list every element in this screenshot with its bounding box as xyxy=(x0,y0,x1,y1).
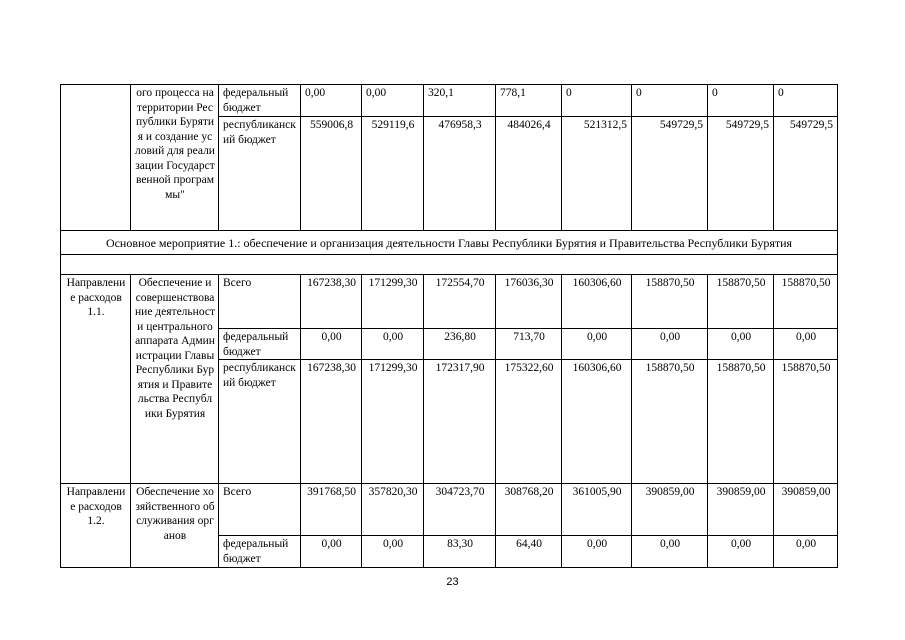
value-cell: 308768,20 xyxy=(496,484,562,536)
value-cell: 390859,00 xyxy=(708,484,774,536)
value-cell: 549729,5 xyxy=(632,117,708,231)
value-cell: 0,00 xyxy=(562,329,632,360)
value-cell: 361005,90 xyxy=(562,484,632,536)
value-cell: 0 xyxy=(562,85,632,117)
value-cell: 529119,6 xyxy=(362,117,424,231)
source-cell: республиканский бюджет xyxy=(219,360,301,484)
section-name-cell: Обеспечение и совершенствование деятельности центрального аппарата Администрации Главы Республики Бурятия и Правительства Республики Бурятия xyxy=(131,275,219,484)
value-cell: 172317,90 xyxy=(424,360,496,484)
budget-table xyxy=(60,84,838,568)
section-code-cell: Направление расходов 1.2. xyxy=(61,484,131,568)
value-cell: 236,80 xyxy=(424,329,496,360)
value-cell: 0,00 xyxy=(362,536,424,568)
value-cell: 0,00 xyxy=(708,329,774,360)
value-cell: 167238,30 xyxy=(301,360,362,484)
value-cell: 521312,5 xyxy=(562,117,632,231)
value-cell: 0,00 xyxy=(362,85,424,117)
value-cell: 0,00 xyxy=(708,536,774,568)
value-cell: 0,00 xyxy=(301,329,362,360)
program-name-cell: ого процесса на территории Республики Бурятия и создание условий для реализации Государственной программы" xyxy=(131,85,219,231)
table-row xyxy=(61,275,838,329)
table-row xyxy=(61,484,838,536)
source-cell: республиканский бюджет xyxy=(219,117,301,231)
program-cell xyxy=(61,85,131,231)
value-cell: 83,30 xyxy=(424,536,496,568)
value-cell: 390859,00 xyxy=(632,484,708,536)
value-cell: 0 xyxy=(774,85,838,117)
value-cell: 476958,3 xyxy=(424,117,496,231)
value-cell: 171299,30 xyxy=(362,275,424,329)
value-cell: 0 xyxy=(632,85,708,117)
value-cell: 0,00 xyxy=(301,85,362,117)
value-cell: 390859,00 xyxy=(774,484,838,536)
section-code-cell: Направление расходов 1.1. xyxy=(61,275,131,484)
value-cell: 0,00 xyxy=(632,536,708,568)
value-cell: 0,00 xyxy=(301,536,362,568)
table-row xyxy=(61,231,838,255)
value-cell: 304723,70 xyxy=(424,484,496,536)
source-cell: федеральный бюджет xyxy=(219,329,301,360)
value-cell: 171299,30 xyxy=(362,360,424,484)
value-cell: 158870,50 xyxy=(708,275,774,329)
value-cell: 64,40 xyxy=(496,536,562,568)
source-cell: федеральный бюджет xyxy=(219,85,301,117)
value-cell: 158870,50 xyxy=(774,360,838,484)
value-cell: 320,1 xyxy=(424,85,496,117)
value-cell: 0 xyxy=(708,85,774,117)
main-event-heading: Основное мероприятие 1.: обеспечение и организация деятельности Главы Республики Бурятия и Правительства Республики Бурятия xyxy=(61,231,838,255)
source-cell: Всего xyxy=(219,484,301,536)
page-number: 23 xyxy=(446,576,459,588)
value-cell: 176036,30 xyxy=(496,275,562,329)
value-cell: 0,00 xyxy=(774,329,838,360)
value-cell: 160306,60 xyxy=(562,360,632,484)
value-cell: 158870,50 xyxy=(708,360,774,484)
value-cell: 391768,50 xyxy=(301,484,362,536)
table-row xyxy=(61,85,838,117)
value-cell: 172554,70 xyxy=(424,275,496,329)
source-cell: Всего xyxy=(219,275,301,329)
source-cell: федеральный бюджет xyxy=(219,536,301,568)
value-cell: 0,00 xyxy=(362,329,424,360)
value-cell: 549729,5 xyxy=(774,117,838,231)
value-cell: 549729,5 xyxy=(708,117,774,231)
value-cell: 167238,30 xyxy=(301,275,362,329)
value-cell: 158870,50 xyxy=(774,275,838,329)
value-cell: 158870,50 xyxy=(632,360,708,484)
value-cell: 778,1 xyxy=(496,85,562,117)
value-cell: 0,00 xyxy=(774,536,838,568)
blank-cell xyxy=(61,255,838,275)
value-cell: 0,00 xyxy=(632,329,708,360)
value-cell: 0,00 xyxy=(562,536,632,568)
value-cell: 357820,30 xyxy=(362,484,424,536)
table-row xyxy=(61,255,838,275)
value-cell: 484026,4 xyxy=(496,117,562,231)
value-cell: 160306,60 xyxy=(562,275,632,329)
value-cell: 713,70 xyxy=(496,329,562,360)
value-cell: 158870,50 xyxy=(632,275,708,329)
value-cell: 175322,60 xyxy=(496,360,562,484)
value-cell: 559006,8 xyxy=(301,117,362,231)
section-name-cell: Обеспечение хозяйственного обслуживания органов xyxy=(131,484,219,568)
